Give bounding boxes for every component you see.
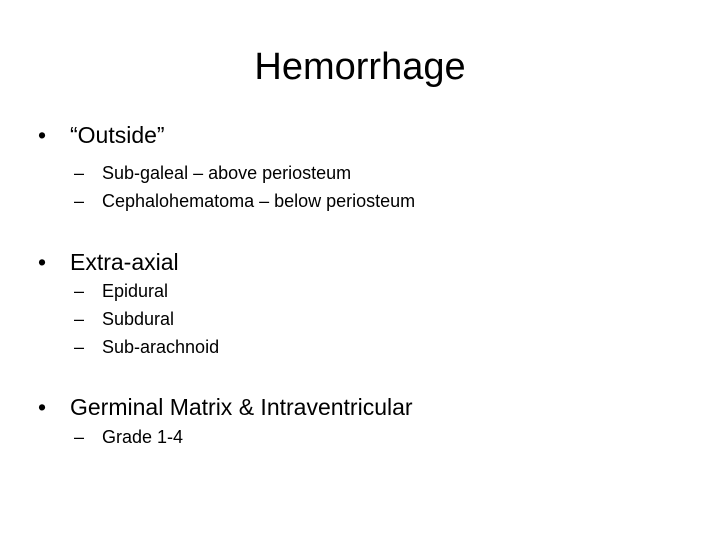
bullet-extra-axial	[38, 247, 179, 277]
sub-item	[74, 278, 168, 304]
bullet-outside	[38, 120, 165, 150]
bullet-label: Germinal Matrix & Intraventricular	[70, 394, 413, 420]
slide-title: Hemorrhage	[254, 46, 466, 88]
sub-item	[74, 334, 219, 360]
sub-item-label: Sub-arachnoid	[102, 337, 220, 357]
bullet-icon: •	[38, 249, 47, 275]
dash-icon: –	[74, 309, 85, 329]
sub-item-label: Cephalohematoma – below periosteum	[102, 191, 416, 211]
bullet-icon: •	[38, 394, 47, 420]
dash-icon: –	[74, 281, 85, 301]
bullet-icon: •	[38, 122, 47, 148]
sub-item-label: Grade 1-4	[102, 427, 184, 447]
dash-icon: –	[74, 337, 85, 357]
sub-item-label: Epidural	[102, 281, 169, 301]
sub-item	[74, 160, 351, 186]
bullet-label: “Outside”	[70, 122, 165, 148]
bullet-germinal-matrix	[38, 392, 413, 422]
sub-item	[74, 188, 415, 214]
bullet-label: Extra-axial	[70, 249, 179, 275]
sub-item	[74, 424, 183, 450]
dash-icon: –	[74, 191, 85, 211]
dash-icon: –	[74, 163, 85, 183]
dash-icon: –	[74, 427, 85, 447]
sub-item-label: Sub-galeal – above periosteum	[102, 163, 352, 183]
sub-item-label: Subdural	[102, 309, 175, 329]
sub-item	[74, 306, 174, 332]
